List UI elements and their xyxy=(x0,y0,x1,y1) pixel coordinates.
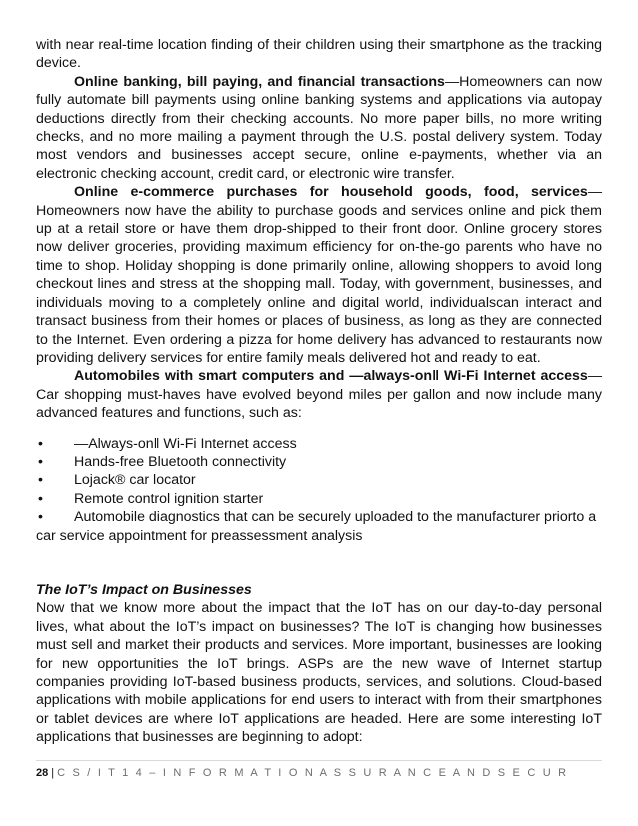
ecommerce-body: —Homeowners now have the ability to purchase goods and services online and pick them up at a retail store or have them drop-shipped to their front door. Online grocery stores now deliver groceries, providing maximum efficiency for on-the-go parents who have no time to shop. Holiday shopping is done primarily online, allowing shoppers to avoid long checkout lines and stress at the shopping mall. Today, with government, businesses, and individuals moving to a completely online and digital world, individualscan interact and transact business from their homes or places of business, as long as they are connected to the Internet. Even ordering a pizza for home delivery has advanced to restaurants now providing delivery services for entire family meals delivered hot and ready to eat. xyxy=(36,184,602,366)
page-footer xyxy=(36,760,602,779)
section-body: Now that we know more about the impact that the IoT has on our day-to-day personal lives, what about the IoT’s impact on businesses? The IoT is changing how businesses must sell and market their products and services. More important, businesses are looking for new opportunities the IoT brings. ASPs are the new wave of Internet startup companies providing IoT-based business products, services, and solutions. Cloud-based applications with mobile applications for end users to interact with from their smartphones or tablet devices are where IoT applications are headed. Here are some interesting IoT applications that businesses are beginning to adopt: xyxy=(36,600,602,746)
document-page xyxy=(36,36,602,747)
banking-body: —Homeowners can now fully automate bill payments using online banking systems and applications via autopay deductions directly from their checking accounts. No more paper bills, no more writing checks, and no more mailing a payment through the U.S. postal delivery system. Today most vendors and businesses accept secure, online e-payments, whether via an electronic checking account, credit card, or electronic wire transfer. xyxy=(36,73,602,182)
list-item xyxy=(36,471,602,489)
automobiles-body: —Car shopping must-haves have evolved beyond miles per gallon and now include many advanced features and functions, such as: xyxy=(36,368,602,422)
bullet-icon: • xyxy=(38,435,43,452)
bullet-icon: • xyxy=(38,490,43,507)
list-item-text: Lojack® car locator xyxy=(74,472,196,489)
list-item xyxy=(36,435,602,453)
intro-continuation: with near real-time location finding of their children using their smartphone as the tracking device. xyxy=(36,37,602,72)
bullet-icon: • xyxy=(38,472,43,489)
list-item xyxy=(36,490,602,508)
footer-separator: | xyxy=(51,767,55,779)
feature-list xyxy=(36,435,602,545)
spacer xyxy=(36,545,602,581)
list-item-text: Remote control ignition starter xyxy=(74,490,264,507)
banking-paragraph xyxy=(36,73,602,183)
page-number: 28 xyxy=(36,767,49,779)
section-heading: The IoT’s Impact on Businesses xyxy=(36,581,252,598)
automobiles-heading: Automobiles with smart computers and ―always-on‖ Wi-Fi Internet access xyxy=(74,368,588,385)
list-item xyxy=(36,453,602,471)
spacer xyxy=(36,423,602,435)
ecommerce-paragraph xyxy=(36,183,602,367)
automobiles-paragraph xyxy=(36,367,602,422)
bullet-icon: • xyxy=(38,509,43,526)
ecommerce-heading: Online e-commerce purchases for household goods, food, services xyxy=(74,184,588,201)
bullet-icon: • xyxy=(38,453,43,470)
banking-heading: Online banking, bill paying, and financial transactions xyxy=(74,73,445,90)
list-item-text: ―Always-on‖ Wi-Fi Internet access xyxy=(74,435,297,452)
footer-course-title: C S / I T 1 4 – I N F O R M A T I O N A S S U R A N C E A N D S E C U R xyxy=(57,767,569,779)
list-item-text: Automobile diagnostics that can be securely uploaded to the manufacturer priorto a car service appointment for preassessment analysis xyxy=(36,509,597,544)
list-item xyxy=(36,508,602,545)
list-item-text: Hands-free Bluetooth connectivity xyxy=(74,453,287,470)
